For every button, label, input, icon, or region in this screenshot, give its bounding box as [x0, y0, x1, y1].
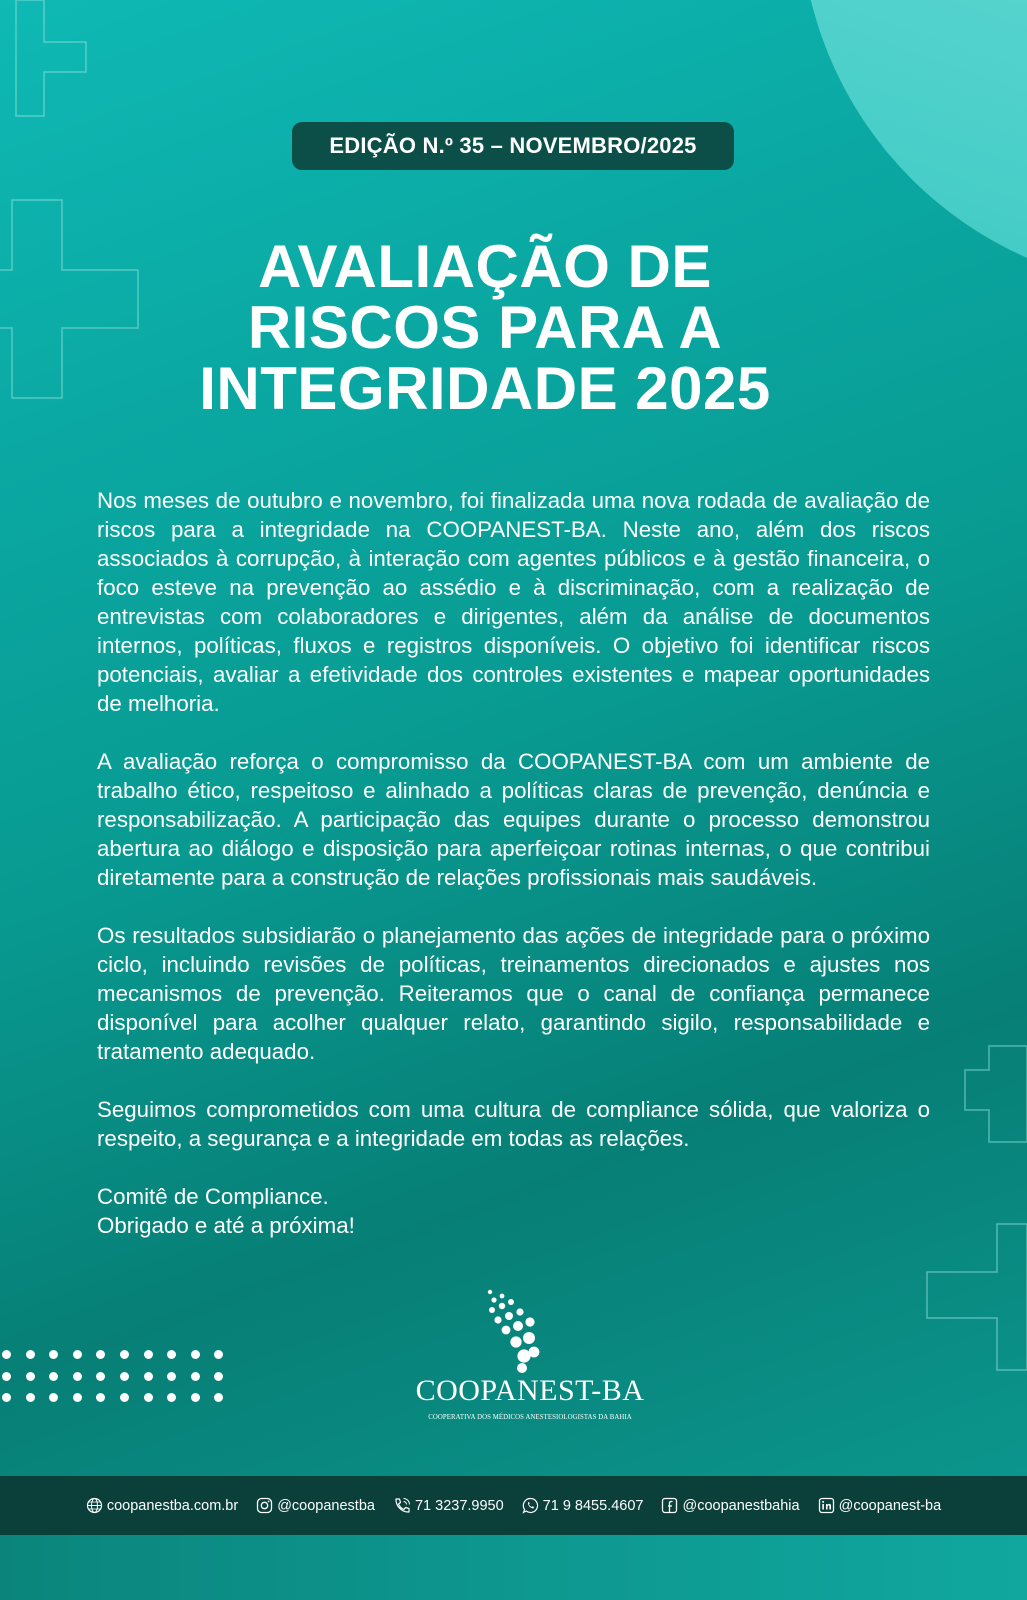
footer-instagram[interactable] — [256, 1497, 375, 1514]
linkedin-icon — [818, 1497, 835, 1514]
paragraph: Nos meses de outubro e novembro, foi finalizada uma nova rodada de avaliação de riscos para a integridade na COOPANEST-BA. Neste ano, além dos riscos associados à corrupção, à interação com agentes públicos e à gestão financeira, o foco esteve na prevenção ao assédio e à discriminação, com a realização de entrevistas com colaboradores e dirigentes, além da análise de documentos internos, políticas, fluxos e registros disponíveis. O objetivo foi identificar riscos potenciais, avaliar a efetividade dos controles existentes e mapear oportunidades de melhoria. — [97, 488, 930, 716]
edition-badge: EDIÇÃO N.º 35 – NOVEMBRO/2025 — [292, 122, 734, 170]
dot-grid-decoration — [2, 1350, 232, 1402]
plus-outline-icon — [925, 1222, 1027, 1372]
footer-label: 71 9 8455.4607 — [542, 1497, 644, 1514]
logo-subtitle: COOPERATIVA DOS MÉDICOS ANESTESIOLOGISTAS DA BAHIA — [428, 1414, 632, 1421]
whatsapp-icon — [522, 1497, 539, 1514]
footer-linkedin[interactable] — [818, 1497, 942, 1514]
footer-label: @coopanest-ba — [838, 1497, 942, 1514]
bottom-band — [0, 1535, 1027, 1600]
globe-icon — [86, 1497, 103, 1514]
footer-facebook[interactable] — [661, 1497, 799, 1514]
title-line: RISCOS PARA A — [247, 294, 723, 361]
title-line: INTEGRIDADE 2025 — [199, 355, 771, 422]
paragraph: Os resultados subsidiarão o planejamento das ações de integridade para o próximo ciclo, incluindo revisões de políticas, treinamentos direcionados e ajustes nos mecanismos de prevenção. Reiteramos que o canal de confiança permanece disponível para acolher qualquer relato, garantindo sigilo, responsabilidade e tratamento adequado. — [97, 923, 930, 1064]
footer-whatsapp[interactable] — [522, 1497, 644, 1514]
plus-outline-icon — [0, 0, 93, 120]
footer-label: @coopanestba — [277, 1497, 375, 1514]
title-line: AVALIAÇÃO DE — [258, 233, 712, 300]
coopanest-logo — [400, 1288, 660, 1428]
logo-dots-icon — [484, 1288, 564, 1374]
signoff — [97, 1182, 930, 1240]
footer-label: 71 3237.9950 — [414, 1497, 504, 1514]
signoff-line: Comitê de Compliance. — [97, 1184, 329, 1209]
contact-footer — [0, 1476, 1027, 1535]
footer-website[interactable] — [86, 1497, 238, 1514]
facebook-icon — [661, 1497, 678, 1514]
signoff-line: Obrigado e até a próxima! — [97, 1213, 355, 1238]
paragraph: Seguimos comprometidos com uma cultura de compliance sólida, que valoriza o respeito, a segurança e a integridade em todas as relações. — [97, 1097, 930, 1151]
plus-outline-icon — [963, 1044, 1027, 1144]
paragraph: A avaliação reforça o compromisso da COOPANEST-BA com um ambiente de trabalho ético, respeitoso e alinhado a políticas claras de prevenção, denúncia e responsabilização. A participação das equipes durante o processo demonstrou abertura ao diálogo e disposição para aperfeiçoar rotinas internas, o que contribui diretamente para a construção de relações profissionais mais saudáveis. — [97, 749, 930, 890]
instagram-icon — [256, 1497, 273, 1514]
logo-name: COOPANEST-BA — [415, 1374, 645, 1407]
article-body — [97, 486, 930, 1240]
page-title — [60, 233, 910, 422]
footer-label: coopanestba.com.br — [106, 1497, 239, 1514]
phone-icon — [393, 1497, 411, 1515]
footer-phone[interactable] — [393, 1497, 504, 1515]
footer-label: @coopanestbahia — [682, 1497, 800, 1514]
